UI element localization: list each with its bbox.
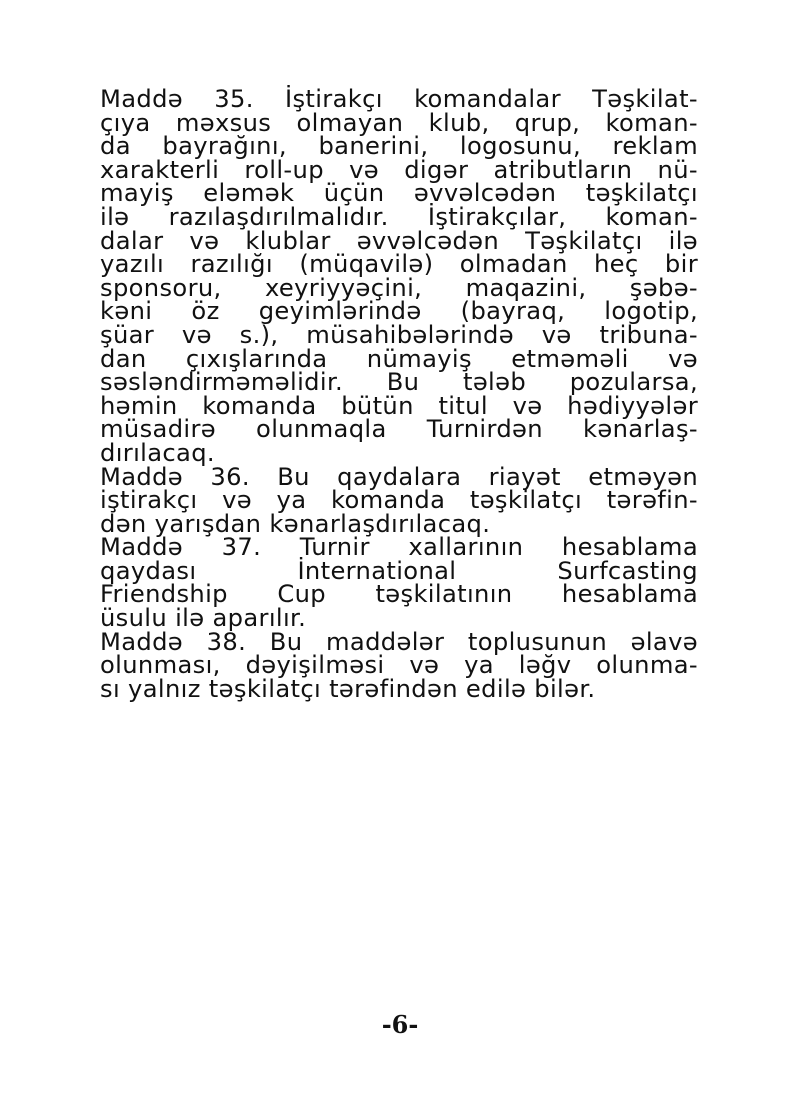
article-35 [100, 85, 698, 467]
text-line: Maddə 35. İştirakçı komandalar Təşkilat- [100, 85, 698, 113]
text-line: qaydası İnternational Surfcasting [100, 556, 698, 585]
text-line: müsadirə olunmaqla Turnirdən kənarlaş- [100, 415, 698, 444]
text-line: ilə razılaşdırılmalıdır. İştirakçılar, koman- [100, 202, 698, 231]
text-line: dan çıxışlarında nümayiş etməməli və [100, 344, 698, 373]
article-37 [100, 533, 698, 633]
text-line: sı yalnız təşkilatçı tərəfindən edilə bilər. [100, 674, 596, 703]
text-line: həmin komanda bütün titul və hədiyyələr [100, 391, 698, 420]
text-line: çıya məxsus olmayan klub, qrup, koman- [100, 108, 698, 137]
text-line: yazılı razılığı (müqavilə) olmadan heç bir [100, 250, 698, 279]
text-line: səsləndirməməlidir. Bu tələb pozularsa, [100, 368, 698, 397]
text-line: xarakterli roll-up və digər atributların nü- [100, 155, 698, 184]
text-line: dırılacaq. [100, 438, 215, 467]
text-line: şüar və s.), müsahibələrində və tribuna- [100, 320, 698, 349]
article-36 [100, 462, 698, 538]
text-line: iştirakçı və ya komanda təşkilatçı tərəfin- [100, 486, 698, 515]
text-line: mayiş eləmək üçün əvvəlcədən təşkilatçı [100, 179, 698, 208]
text-line: Friendship Cup təşkilatının hesablama [100, 580, 698, 609]
text-line: kəni öz geyimlərində (bayraq, logotip, [100, 297, 698, 326]
text-line: üsulu ilə aparılır. [100, 604, 307, 633]
document-body [100, 85, 698, 703]
text-line: da bayrağını, banerini, logosunu, reklam [100, 132, 698, 161]
text-line: Maddə 36. Bu qaydalara riayət etməyən [100, 462, 698, 491]
text-line: dalar və klublar əvvəlcədən Təşkilatçı ilə [100, 226, 698, 255]
article-38 [100, 627, 698, 703]
text-line: Maddə 37. Turnir xallarının hesablama [100, 533, 698, 562]
text-line: sponsoru, xeyriyyəçini, maqazini, şəbə- [100, 273, 698, 302]
text-line: olunması, dəyişilməsi və ya ləğv olunma- [100, 651, 698, 680]
text-line: dən yarışdan kənarlaşdırılacaq. [100, 509, 491, 538]
page-number: -6- [381, 1010, 419, 1039]
text-line: Maddə 38. Bu maddələr toplusunun əlavə [100, 627, 698, 656]
